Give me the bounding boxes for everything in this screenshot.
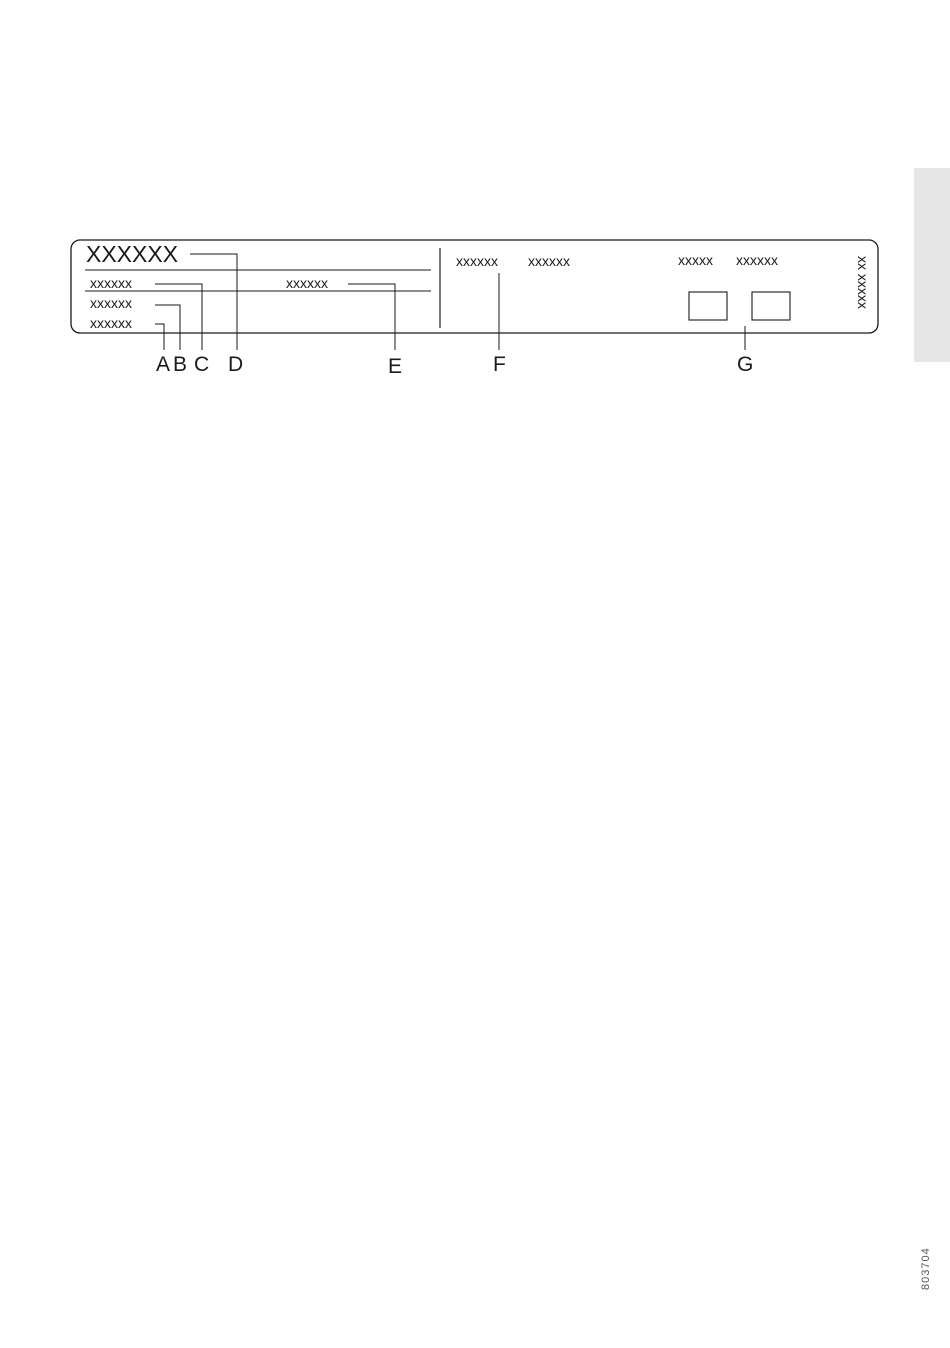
plate-field-b: xxxxxx <box>90 295 132 311</box>
document-id: 803704 <box>920 1247 932 1290</box>
leader-line-c <box>155 284 202 350</box>
callout-d: D <box>228 353 244 376</box>
plate-field-f1: xxxxxx <box>456 253 498 269</box>
callout-a: A <box>156 353 171 376</box>
plate-field-c: xxxxxx <box>90 275 132 291</box>
product-name: XXXXXX <box>86 241 179 267</box>
leader-line-a <box>155 324 164 350</box>
leader-line-d <box>190 254 237 350</box>
plate-field-g2: xxxxxx <box>736 252 778 268</box>
certification-box-1 <box>689 292 727 320</box>
plate-vertical-text: xx xxxxx <box>855 256 871 309</box>
plate-field-f2: xxxxxx <box>528 253 570 269</box>
callout-e: E <box>388 355 403 378</box>
plate-field-a: xxxxxx <box>90 315 132 331</box>
plate-field-e: xxxxxx <box>286 275 328 291</box>
callout-b: B <box>173 353 188 376</box>
plate-field-g1: xxxxx <box>678 252 713 268</box>
leader-line-e <box>348 284 395 350</box>
rating-plate-diagram <box>0 0 950 400</box>
callout-f: F <box>493 353 506 376</box>
certification-box-2 <box>752 292 790 320</box>
leader-line-b <box>155 305 180 350</box>
callout-c: C <box>194 353 210 376</box>
callout-g: G <box>737 353 754 376</box>
